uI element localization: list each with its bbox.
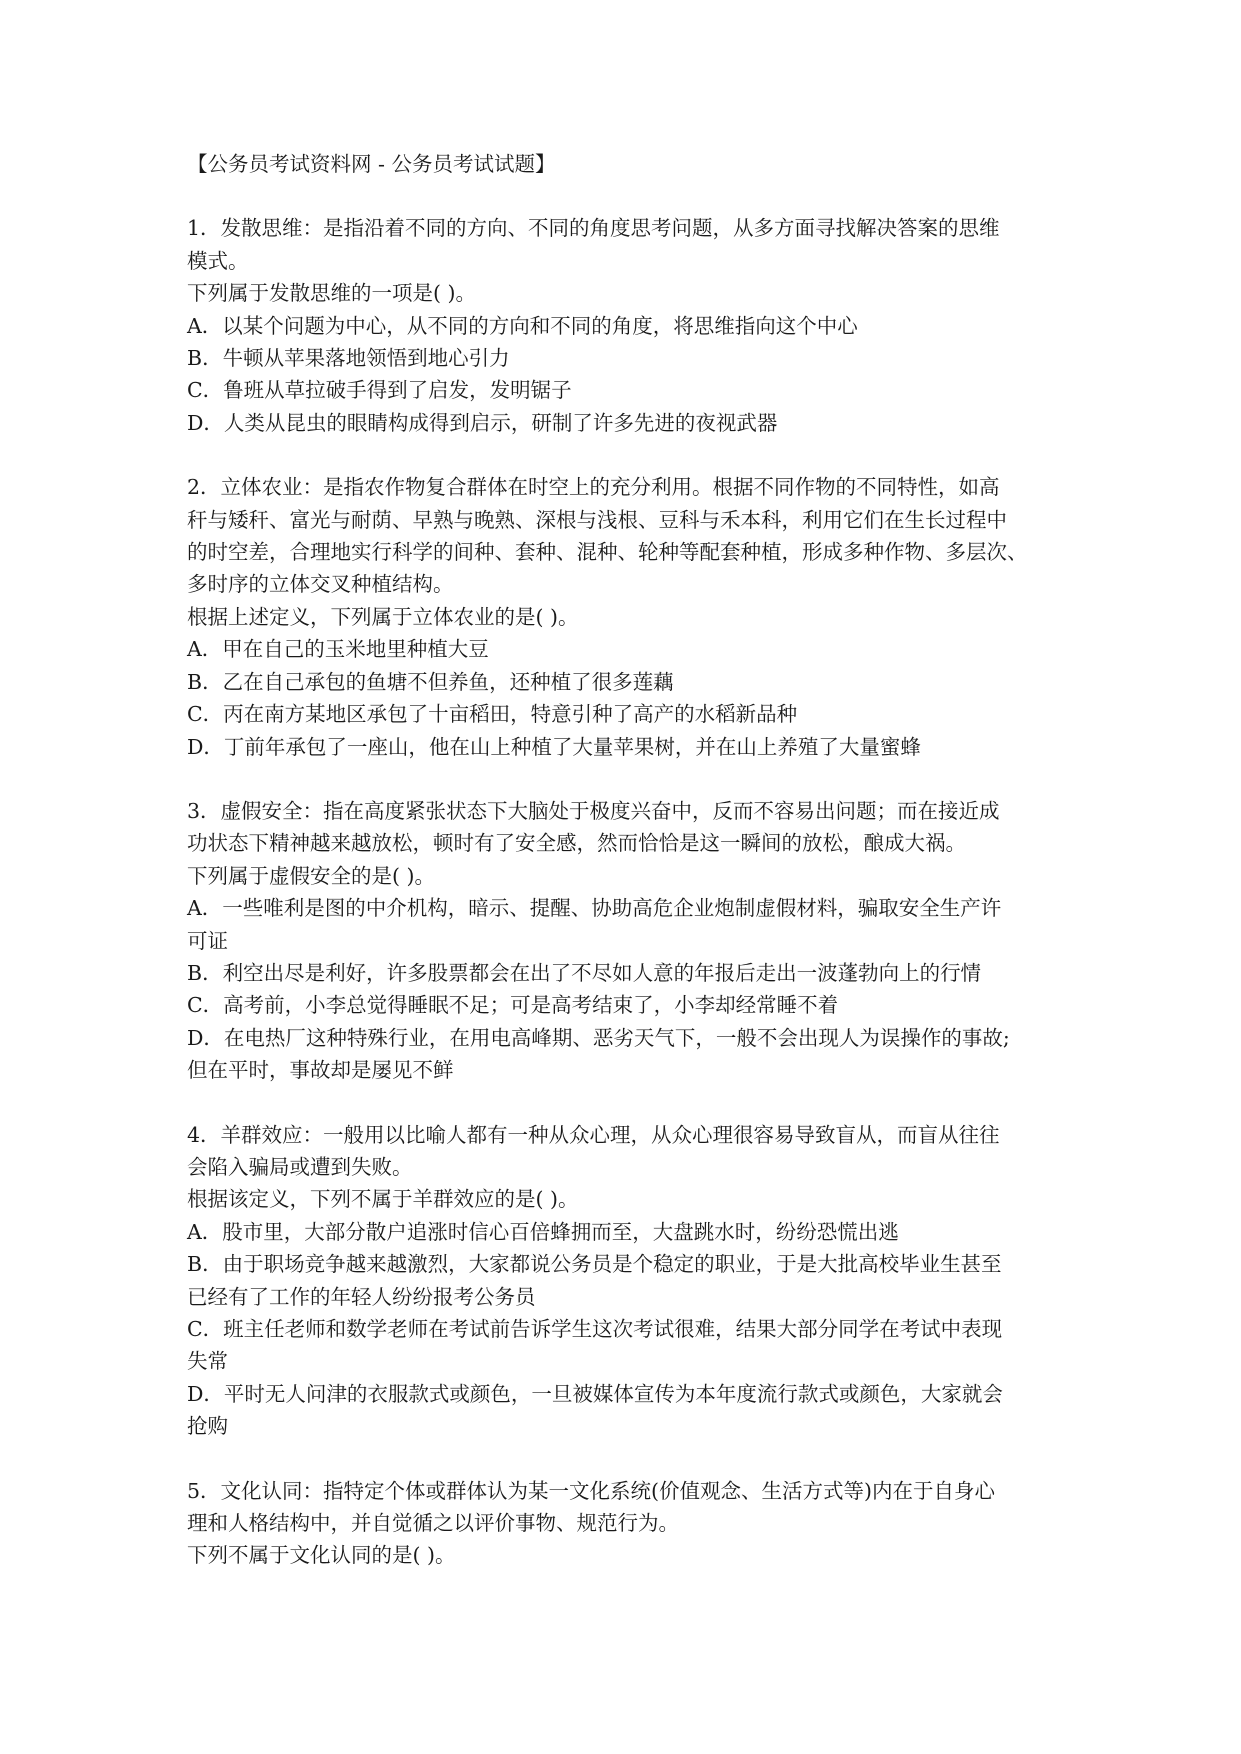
question-5-prompt: 下列不属于文化认同的是( )。 <box>187 1543 456 1568</box>
question-4-option-a: A．股市里，大部分散户追涨时信心百倍蜂拥而至，大盘跳水时，纷纷恐慌出逃 <box>187 1219 899 1244</box>
question-4-option-b-line-2: 已经有了工作的年轻人纷纷报考公务员 <box>187 1284 536 1309</box>
question-2 <box>187 471 1067 763</box>
question-2-definition-line-3: 的时空差，合理地实行科学的间种、套种、混种、轮种等配套种植，形成多种作物、多层次、 <box>187 540 1028 565</box>
question-2-definition-line-4: 多时序的立体交叉种植结构。 <box>187 572 454 597</box>
question-2-prompt: 根据上述定义，下列属于立体农业的是( )。 <box>187 604 579 629</box>
question-4-option-d-line-2: 抢购 <box>187 1414 228 1439</box>
question-4-definition-line-1: 4．羊群效应：一般用以比喻人都有一种从众心理，从众心理很容易导致盲从，而盲从往往 <box>187 1122 1000 1147</box>
page-header: 【公务员考试资料网 - 公务员考试试题】 <box>187 152 556 176</box>
question-3-option-a-line-2: 可证 <box>187 928 228 953</box>
document-page <box>187 148 1067 1604</box>
question-4-option-c-line-1: C．班主任老师和数学老师在考试前告诉学生这次考试很难，结果大部分同学在考试中表现 <box>187 1317 1003 1341</box>
question-1-options <box>187 310 1067 440</box>
question-2-option-b: B．乙在自己承包的鱼塘不但养鱼，还种植了很多莲藕 <box>187 669 674 694</box>
question-1 <box>187 212 1067 439</box>
question-3-definition-line-1: 3．虚假安全：指在高度紧张状态下大脑处于极度兴奋中，反而不容易出问题；而在接近成 <box>187 798 1000 823</box>
question-2-option-d: D．丁前年承包了一座山，他在山上种植了大量苹果树，并在山上养殖了大量蜜蜂 <box>187 734 921 759</box>
question-1-option-c: C．鲁班从草拉破手得到了启发，发明锯子 <box>187 378 572 403</box>
question-3-option-a-line-1: A．一些唯利是图的中介机构，暗示、提醒、协助高危企业炮制虚假材料，骗取安全生产许 <box>187 896 1002 921</box>
question-2-option-a: A．甲在自己的玉米地里种植大豆 <box>187 637 489 662</box>
question-5 <box>187 1475 1067 1572</box>
question-4-prompt: 根据该定义，下列不属于羊群效应的是( )。 <box>187 1187 579 1212</box>
question-4-definition-line-2: 会陷入骗局或遭到失败。 <box>187 1154 413 1179</box>
question-3-option-c: C．高考前，小李总觉得睡眠不足；可是高考结束了，小李却经常睡不着 <box>187 993 839 1018</box>
question-1-option-d: D．人类从昆虫的眼睛构成得到启示，研制了许多先进的夜视武器 <box>187 410 778 435</box>
question-2-definition-line-2: 秆与矮秆、富光与耐荫、早熟与晚熟、深根与浅根、豆科与禾本科，利用它们在生长过程中 <box>187 507 1007 532</box>
question-4-option-c-line-2: 失常 <box>187 1349 228 1374</box>
question-5-definition-line-1: 5．文化认同：指特定个体或群体认为某一文化系统(价值观念、生活方式等)内在于自身心 <box>187 1478 996 1503</box>
question-1-option-a: A．以某个问题为中心，从不同的方向和不同的角度，将思维指向这个中心 <box>187 313 858 338</box>
question-4-options <box>187 1216 1067 1443</box>
question-3-definition-line-2: 功状态下精神越来越放松，顿时有了安全感，然而恰恰是这一瞬间的放松，酿成大祸。 <box>187 831 966 856</box>
question-3-prompt: 下列属于虚假安全的是( )。 <box>187 863 436 888</box>
question-4-option-b-line-1: B．由于职场竞争越来越激烈，大家都说公务员是个稳定的职业，于是大批高校毕业生甚至 <box>187 1252 1002 1277</box>
question-3-option-d-line-2: 但在平时，事故却是屡见不鲜 <box>187 1058 454 1083</box>
question-3-options <box>187 892 1067 1086</box>
question-2-options <box>187 633 1067 763</box>
question-1-definition-line-1: 1．发散思维：是指沿着不同的方向、不同的角度思考问题，从多方面寻找解决答案的思维 <box>187 216 1000 241</box>
question-4-option-d-line-1: D．平时无人问津的衣服款式或颜色，一旦被媒体宣传为本年度流行款式或颜色，大家就会 <box>187 1381 1003 1406</box>
question-3 <box>187 795 1067 1087</box>
question-1-prompt: 下列属于发散思维的一项是( )。 <box>187 281 477 306</box>
question-1-option-b: B．牛顿从苹果落地领悟到地心引力 <box>187 346 510 371</box>
question-2-option-c: C．丙在南方某地区承包了十亩稻田，特意引种了高产的水稻新品种 <box>187 702 798 727</box>
question-3-option-d-line-1: D．在电热厂这种特殊行业，在用电高峰期、恶劣天气下，一般不会出现人为误操作的事故; <box>187 1025 1010 1050</box>
question-5-definition-line-2: 理和人格结构中，并自觉循之以评价事物、规范行为。 <box>187 1511 679 1536</box>
question-2-definition-line-1: 2．立体农业：是指农作物复合群体在时空上的充分利用。根据不同作物的不同特性，如高 <box>187 475 1000 500</box>
question-4 <box>187 1119 1067 1443</box>
question-3-option-b: B．利空出尽是利好，许多股票都会在出了不尽如人意的年报后走出一波蓬勃向上的行情 <box>187 960 982 985</box>
question-1-definition-line-2: 模式。 <box>187 248 249 273</box>
